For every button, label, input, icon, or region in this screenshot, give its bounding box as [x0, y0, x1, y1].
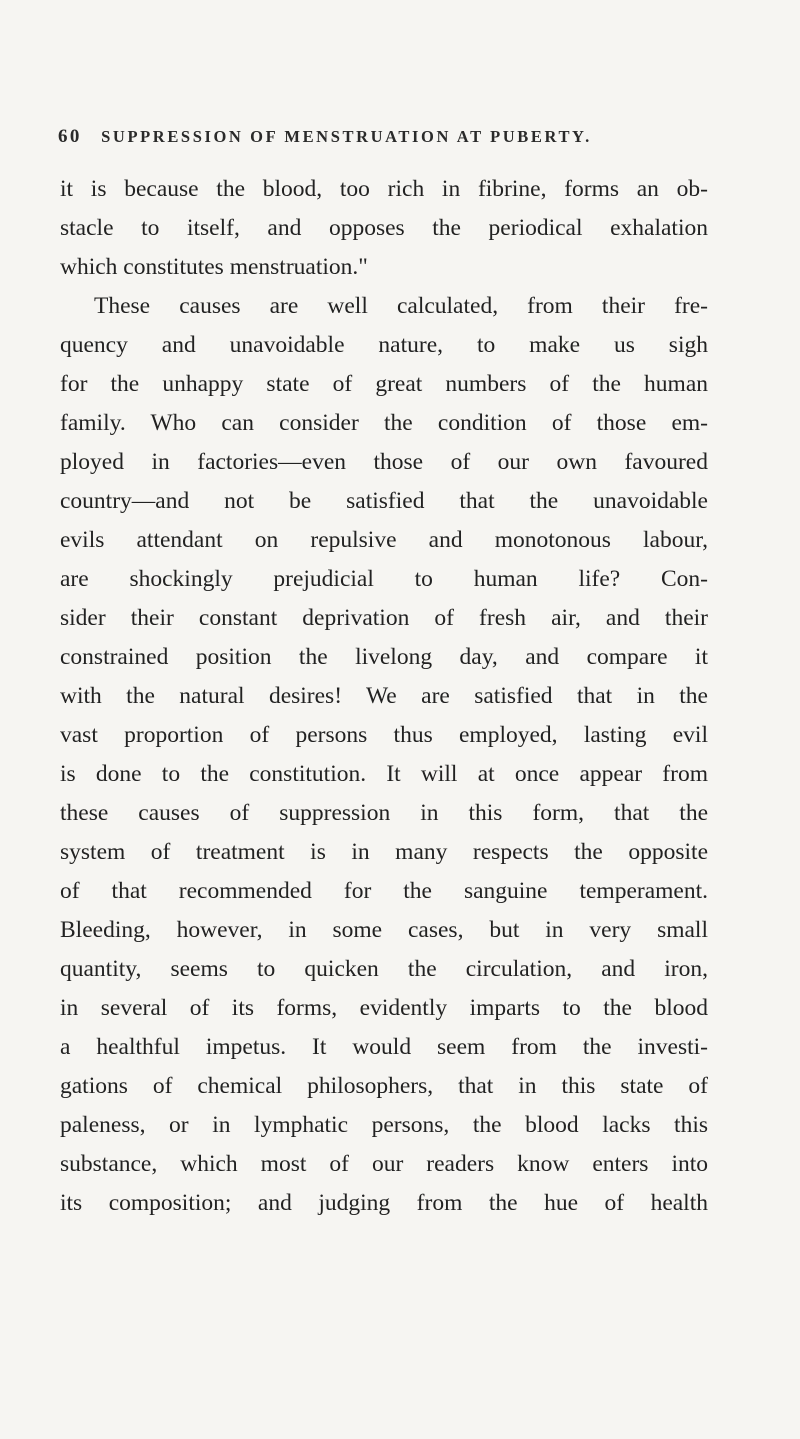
- text-line: its composition; and judging from the hue of health: [60, 1190, 708, 1216]
- text-line: sider their constant deprivation of fresh air, and their: [60, 605, 708, 631]
- text-line: it is because the blood, too rich in fibrine, forms an ob-: [60, 176, 708, 202]
- text-line: substance, which most of our readers know enters into: [60, 1151, 708, 1177]
- text-line: constrained position the livelong day, and compare it: [60, 644, 708, 670]
- text-line: quency and unavoidable nature, to make us sigh: [60, 332, 708, 358]
- text-line: is done to the constitution. It will at once appear from: [60, 761, 708, 787]
- text-line: These causes are well calculated, from their fre-: [94, 293, 708, 319]
- text-line: country—and not be satisfied that the unavoidable: [60, 488, 708, 514]
- text-line: Bleeding, however, in some cases, but in very small: [60, 917, 708, 943]
- text-line: ployed in factories—even those of our own favoured: [60, 449, 708, 475]
- text-line: are shockingly prejudicial to human life? Con-: [60, 566, 708, 592]
- running-title: SUPPRESSION OF MENSTRUATION AT PUBERTY.: [101, 127, 592, 146]
- text-line: stacle to itself, and opposes the periodical exhalation: [60, 215, 708, 241]
- running-head: [58, 126, 708, 156]
- text-line: quantity, seems to quicken the circulation, and iron,: [60, 956, 708, 982]
- text-line: evils attendant on repulsive and monotonous labour,: [60, 527, 708, 553]
- text-line: which constitutes menstruation.": [60, 254, 368, 280]
- text-line: in several of its forms, evidently imparts to the blood: [60, 995, 708, 1021]
- text-line: for the unhappy state of great numbers of the human: [60, 371, 708, 397]
- text-line: gations of chemical philosophers, that in this state of: [60, 1073, 708, 1099]
- text-line: of that recommended for the sanguine temperament.: [60, 878, 708, 904]
- body-text: [60, 170, 708, 1223]
- page-number: 60: [58, 126, 82, 147]
- text-line: with the natural desires! We are satisfied that in the: [60, 683, 708, 709]
- text-line: these causes of suppression in this form, that the: [60, 800, 708, 826]
- text-line: system of treatment is in many respects the opposite: [60, 839, 708, 865]
- text-line: paleness, or in lymphatic persons, the blood lacks this: [60, 1112, 708, 1138]
- text-line: family. Who can consider the condition of those em-: [60, 410, 708, 436]
- text-line: vast proportion of persons thus employed, lasting evil: [60, 722, 708, 748]
- text-line: a healthful impetus. It would seem from the investi-: [60, 1034, 708, 1060]
